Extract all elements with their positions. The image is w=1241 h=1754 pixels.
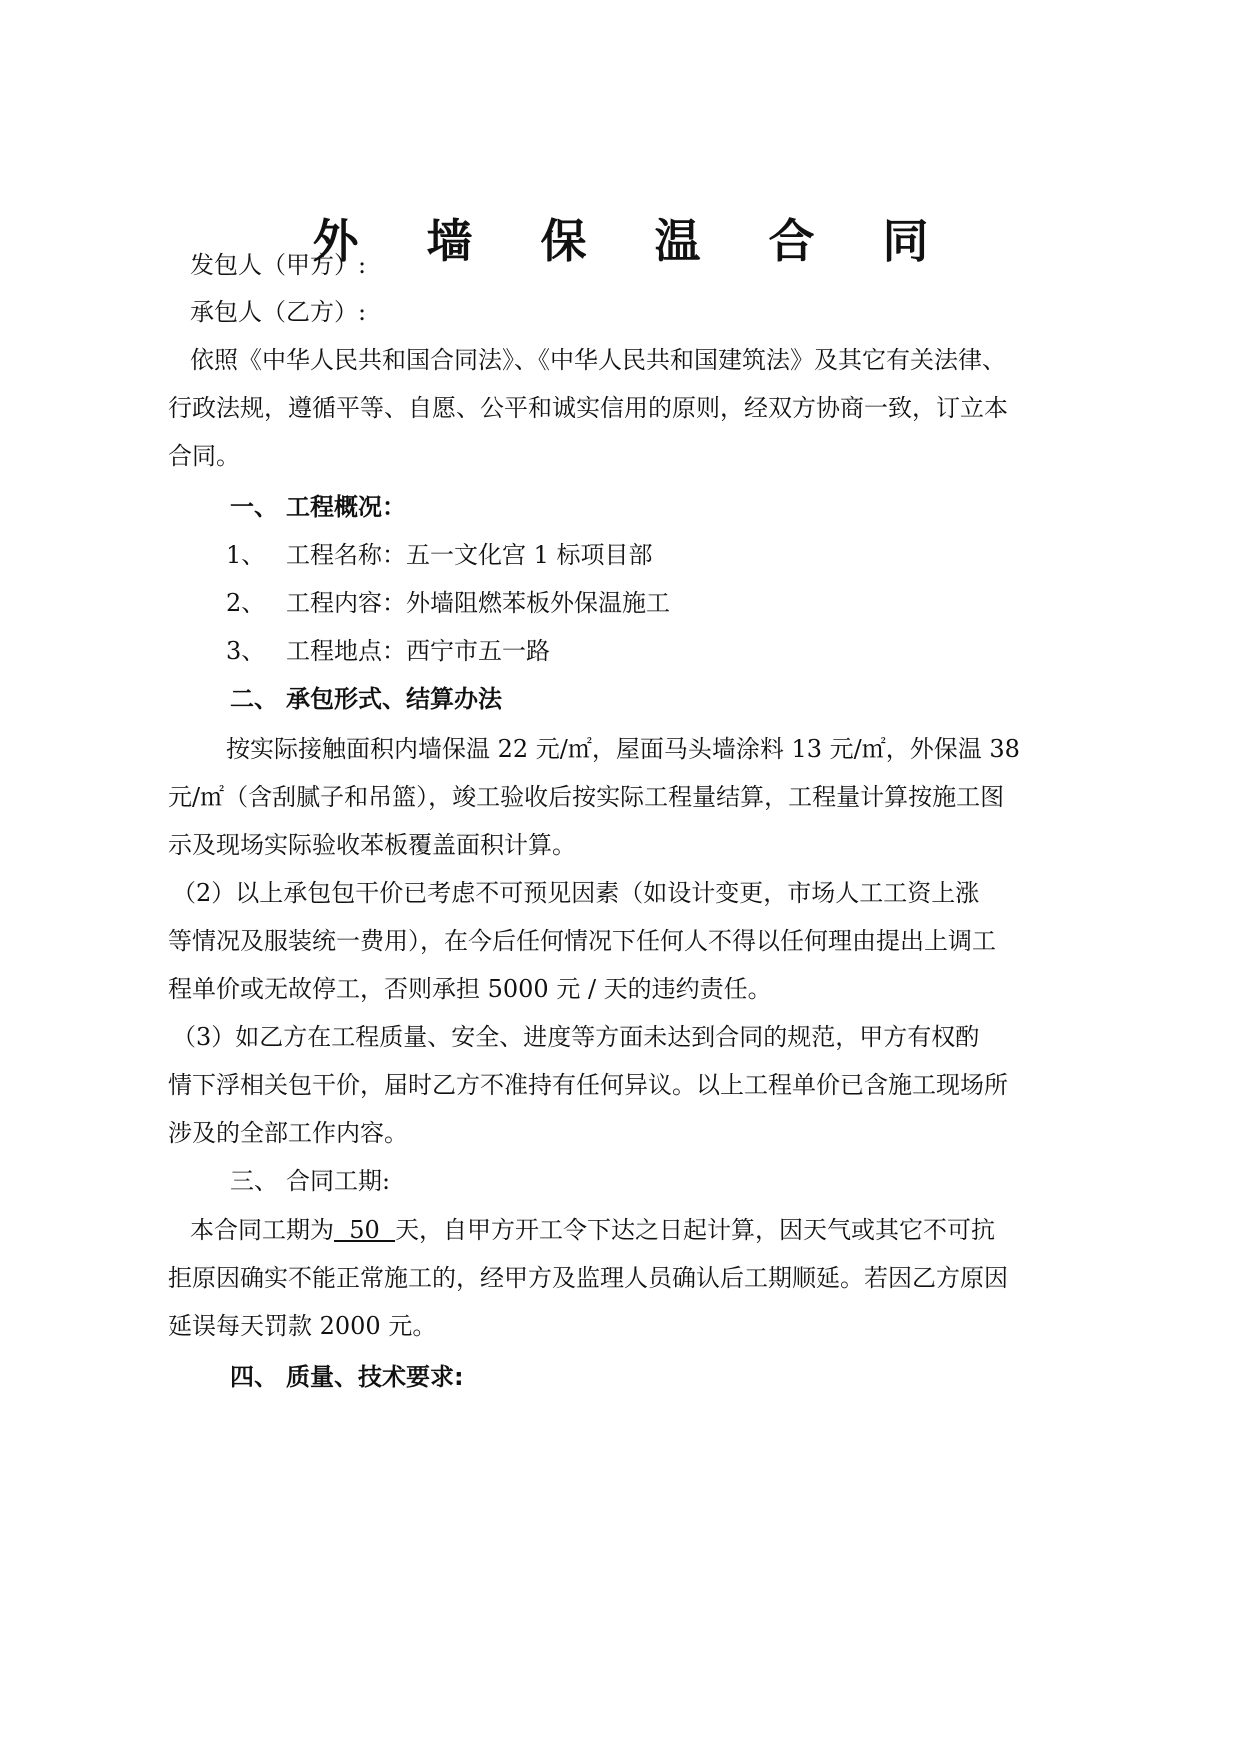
item1-text: 工程名称：五一文化宫 1 标项目部: [286, 541, 653, 569]
section2-para1-line2: 元/㎡（含刮腻子和吊篮），竣工验收后按实际工程量结算，工程量计算按施工图: [168, 783, 1005, 811]
section1-heading: 工程概况：: [286, 493, 406, 521]
section2-number: 二、: [230, 685, 278, 713]
document-title: 外 墙 保 温 合 同: [312, 214, 955, 268]
section2-para1-line1: 按实际接触面积内墙保温 22 元/㎡，屋面马头墙涂料 13 元/㎡，外保温 38: [226, 735, 1020, 763]
section4-heading: 质量、技术要求:: [286, 1363, 464, 1391]
section3-line2: 拒原因确实不能正常施工的，经甲方及监理人员确认后工期顺延。若因乙方原因: [168, 1264, 1008, 1292]
section4-number: 四、: [230, 1363, 278, 1391]
section3-line1-suffix: 天，自甲方开工令下达之日起计算，因天气或其它不可抗: [395, 1216, 996, 1244]
item2-text: 工程内容：外墙阻燃苯板外保温施工: [286, 589, 670, 617]
section2-para1-line3: 示及现场实际验收苯板覆盖面积计算。: [168, 831, 576, 859]
section2-para3-line1: （3）如乙方在工程质量、安全、进度等方面未达到合同的规范，甲方有权酌: [172, 1023, 980, 1051]
section2-para2-line1: （2）以上承包包干价已考虑不可预见因素（如设计变更，市场人工工资上涨: [172, 879, 980, 907]
section2-para3-line3: 涉及的全部工作内容。: [168, 1119, 408, 1147]
section2-heading: 承包形式、结算办法: [286, 685, 502, 713]
item3-number: 3、: [226, 637, 266, 665]
section2-para2-line2: 等情况及服装统一费用），在今后任何情况下任何人不得以任何理由提出上调工: [168, 927, 996, 955]
section1-number: 一、: [230, 493, 278, 521]
preamble-line-2: 行政法规，遵循平等、自愿、公平和诚实信用的原则，经双方协商一致，订立本: [168, 394, 1008, 422]
party-a-line: 发包人（甲方）:: [190, 251, 367, 279]
section3-days-value: 50: [334, 1216, 396, 1244]
section3-line1: [190, 1215, 996, 1245]
item2-number: 2、: [226, 589, 266, 617]
item3-text: 工程地点：西宁市五一路: [286, 637, 550, 665]
preamble-line-3: 合同。: [168, 442, 240, 470]
section3-number: 三、: [230, 1167, 278, 1195]
section3-line1-prefix: 本合同工期为: [190, 1216, 334, 1244]
section2-para2-line3: 程单价或无故停工，否则承担 5000 元 / 天的违约责任。: [168, 975, 772, 1003]
item1-number: 1、: [226, 541, 266, 569]
section3-heading: 合同工期:: [286, 1167, 391, 1195]
section3-line3: 延误每天罚款 2000 元。: [168, 1312, 437, 1340]
preamble-line-1: 依照《中华人民共和国合同法》、《中华人民共和国建筑法》及其它有关法律、: [190, 346, 1006, 374]
party-b-line: 承包人（乙方）:: [190, 298, 367, 326]
section2-para3-line2: 情下浮相关包干价，届时乙方不准持有任何异议。以上工程单价已含施工现场所: [168, 1071, 1008, 1099]
